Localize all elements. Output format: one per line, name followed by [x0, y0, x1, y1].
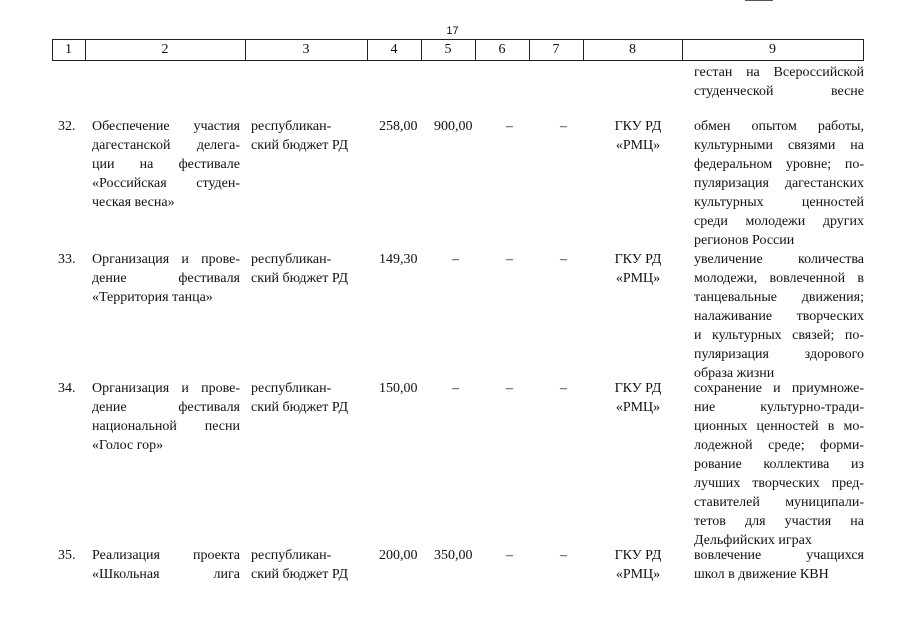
expected-result-line: регионов России	[694, 233, 795, 248]
expected-result-line: школ в движение КВН	[694, 567, 829, 582]
amount-year-2	[434, 117, 484, 136]
funding-source-line: ский бюджет РД	[251, 400, 349, 415]
amount-year-4-line: –	[560, 381, 567, 396]
executor	[600, 546, 676, 584]
header-column-rule	[421, 39, 422, 61]
amount-year-4	[560, 117, 580, 136]
expected-result-line: культурных ценностей	[694, 195, 864, 210]
event-name	[92, 117, 240, 212]
column-header: 4	[390, 42, 398, 57]
executor-line: ГКУ РД	[614, 381, 662, 396]
column-header: 7	[552, 42, 560, 57]
expected-result	[694, 117, 864, 250]
header-column-rule	[85, 39, 86, 61]
expected-result-line: культурными связями на	[694, 138, 864, 153]
expected-result-line: увеличение количества	[694, 252, 864, 267]
expected-result-line: рование коллектива из	[694, 457, 864, 472]
funding-source-line: ский бюджет РД	[251, 271, 349, 286]
row-number	[58, 117, 88, 136]
amount-year-1	[379, 117, 429, 136]
amount-year-2	[434, 546, 484, 565]
header-column-rule	[863, 39, 864, 61]
event-name-line: дагестанской делега-	[92, 138, 240, 153]
column-header: 1	[65, 42, 72, 57]
amount-year-1-line: 200,00	[379, 548, 418, 563]
amount-year-2-line: 350,00	[434, 548, 473, 563]
expected-result-line: ционных ценностей в мо-	[694, 419, 864, 434]
expected-result-line: Дельфийских играх	[694, 533, 812, 548]
column-header: 6	[498, 42, 506, 57]
amount-year-3-line: –	[506, 119, 513, 134]
expected-result-line: лучших творческих пред-	[694, 476, 864, 491]
expected-result-line: тетов для участия на	[694, 514, 864, 529]
event-name-line: национальной песни	[92, 419, 240, 434]
amount-year-2-line: 900,00	[434, 119, 473, 134]
continuation-line-block-line: гестан на Всероссийской	[694, 65, 864, 80]
funding-source-line: республикан-	[251, 381, 332, 396]
amount-year-2-line: –	[452, 252, 459, 267]
row-number	[58, 379, 88, 398]
expected-result-line: лодежной среде; форми-	[694, 438, 864, 453]
event-name	[92, 250, 240, 307]
executor-line: ГКУ РД	[614, 548, 662, 563]
header-column-rule	[52, 39, 53, 61]
amount-year-4-line: –	[560, 252, 567, 267]
header-column-rule	[367, 39, 368, 61]
top-edge-mark	[745, 0, 773, 1]
event-name-line: Реализация проекта	[92, 548, 240, 563]
expected-result-line: образа жизни	[694, 366, 775, 381]
executor-line: «РМЦ»	[615, 138, 661, 153]
event-name-line: ции на фестивале	[92, 157, 240, 172]
amount-year-1-line: 258,00	[379, 119, 418, 134]
amount-year-2	[452, 250, 502, 269]
funding-source-line: республикан-	[251, 119, 332, 134]
amount-year-3	[506, 379, 526, 398]
header-column-rule	[583, 39, 584, 61]
expected-result-line: налаживание творческих	[694, 309, 864, 324]
executor-line: «РМЦ»	[615, 400, 661, 415]
funding-source-line: республикан-	[251, 252, 332, 267]
amount-year-4-line: –	[560, 548, 567, 563]
executor	[600, 250, 676, 288]
amount-year-1	[379, 546, 429, 565]
event-name-line: «Голос гор»	[92, 438, 164, 453]
expected-result-line: пуляризация здорового	[694, 347, 864, 362]
row-number-line: 34.	[58, 381, 76, 396]
column-header: 5	[444, 42, 452, 57]
event-name	[92, 546, 240, 584]
amount-year-1	[379, 250, 429, 269]
executor-line: ГКУ РД	[614, 252, 662, 267]
event-name-line: Обеспечение участия	[92, 119, 240, 134]
executor	[600, 117, 676, 155]
funding-source	[251, 250, 369, 288]
amount-year-4	[560, 546, 580, 565]
executor	[600, 379, 676, 417]
funding-source-line: ский бюджет РД	[251, 138, 349, 153]
funding-source	[251, 379, 369, 417]
executor-line: «РМЦ»	[615, 567, 661, 582]
event-name-line: «Территория танца»	[92, 290, 213, 305]
amount-year-3-line: –	[506, 252, 513, 267]
column-header: 8	[629, 42, 636, 57]
header-column-rule	[475, 39, 476, 61]
event-name-line: «Российская студен-	[92, 176, 240, 191]
expected-result-line: вовлечение учащихся	[694, 548, 864, 563]
event-name	[92, 379, 240, 455]
expected-result-line: ставителей муниципали-	[694, 495, 864, 510]
column-header: 2	[161, 42, 169, 57]
header-bottom-rule	[52, 60, 863, 61]
column-header: 3	[302, 42, 310, 57]
expected-result-line: ние культурно-тради-	[694, 400, 864, 415]
amount-year-2	[452, 379, 502, 398]
event-name-line: «Школьная лига	[92, 567, 240, 582]
event-name-line: Организация и прове-	[92, 381, 240, 396]
amount-year-4-line: –	[560, 119, 567, 134]
header-column-rule	[245, 39, 246, 61]
amount-year-3	[506, 117, 526, 136]
expected-result-line: сохранение и приумноже-	[694, 381, 864, 396]
header-column-rule	[529, 39, 530, 61]
expected-result-line: танцевальные движения;	[694, 290, 864, 305]
executor-line: ГКУ РД	[614, 119, 662, 134]
continuation-line-block-line: студенческой весне	[694, 84, 864, 99]
amount-year-4	[560, 379, 580, 398]
amount-year-1-line: 150,00	[379, 381, 418, 396]
expected-result	[694, 250, 864, 383]
expected-result	[694, 546, 864, 584]
column-header: 9	[769, 42, 776, 57]
expected-result-line: и культурных связей; по-	[694, 328, 864, 343]
event-name-line: ческая весна»	[92, 195, 175, 210]
amount-year-3	[506, 250, 526, 269]
funding-source-line: ский бюджет РД	[251, 567, 349, 582]
event-name-line: дение фестиваля	[92, 400, 240, 415]
page-number: 17	[446, 25, 459, 37]
amount-year-3-line: –	[506, 548, 513, 563]
funding-source-line: республикан-	[251, 548, 332, 563]
amount-year-3	[506, 546, 526, 565]
row-number	[58, 250, 88, 269]
expected-result	[694, 379, 864, 550]
event-name-line: дение фестиваля	[92, 271, 240, 286]
expected-result-line: пуляризация дагестанских	[694, 176, 864, 191]
expected-result-line: среди молодежи других	[694, 214, 864, 229]
expected-result-line: молодежи, вовлеченной в	[694, 271, 864, 286]
amount-year-3-line: –	[506, 381, 513, 396]
amount-year-1	[379, 379, 429, 398]
header-column-rule	[682, 39, 683, 61]
continuation-line-block	[694, 63, 864, 101]
expected-result-line: федеральном уровне; по-	[694, 157, 864, 172]
expected-result-line: обмен опытом работы,	[694, 119, 864, 134]
amount-year-4	[560, 250, 580, 269]
row-number	[58, 546, 88, 565]
row-number-line: 33.	[58, 252, 76, 267]
funding-source	[251, 117, 369, 155]
executor-line: «РМЦ»	[615, 271, 661, 286]
amount-year-2-line: –	[452, 381, 459, 396]
funding-source	[251, 546, 369, 584]
amount-year-1-line: 149,30	[379, 252, 418, 267]
event-name-line: Организация и прове-	[92, 252, 240, 267]
row-number-line: 35.	[58, 548, 76, 563]
row-number-line: 32.	[58, 119, 76, 134]
